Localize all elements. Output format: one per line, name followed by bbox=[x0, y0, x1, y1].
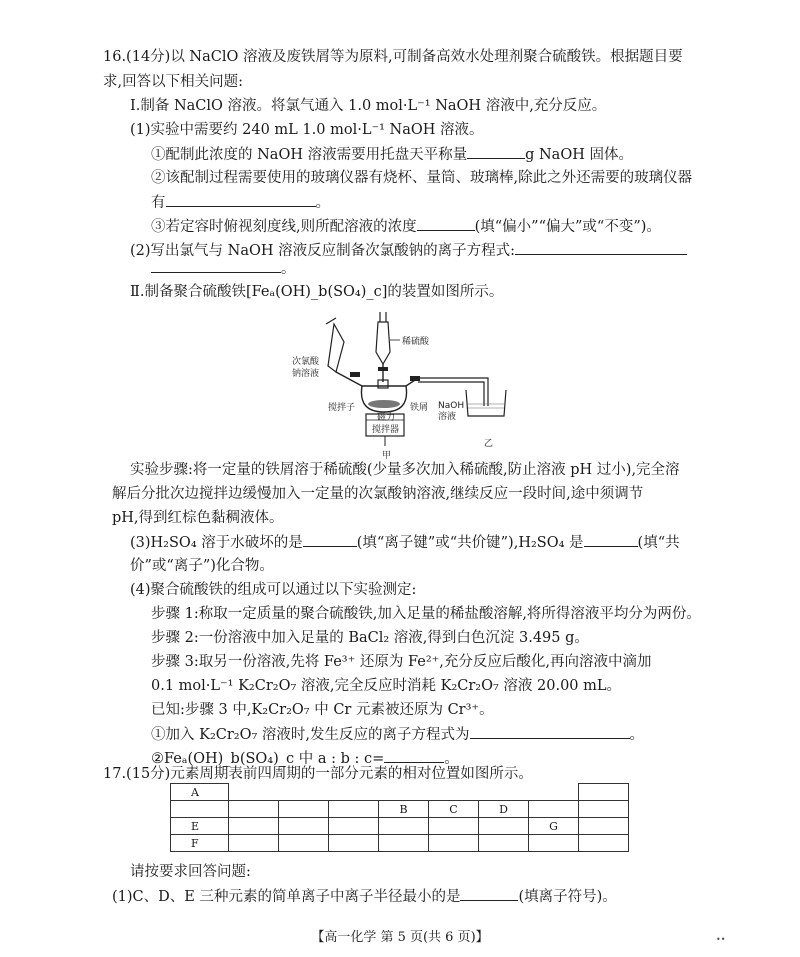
answer-blank-bond[interactable] bbox=[303, 532, 357, 547]
q16-header: 16.(14分)以 NaClO 溶液及废铁屑等为原料,可制备高效水处理剂聚合硫酸铁。根据题目要 bbox=[103, 49, 683, 65]
answer-blank-compound[interactable] bbox=[584, 532, 638, 547]
q16-part1-title: Ⅰ.制备 NaClO 溶液。将氯气通入 1.0 mol·L⁻¹ NaOH 溶液中,充分反应。 bbox=[130, 98, 607, 114]
q16-step2: 步骤 2:一份溶液中加入足量的 BaCl₂ 溶液,得到白色沉淀 3.495 g。 bbox=[151, 630, 589, 646]
cell-F: F bbox=[171, 835, 229, 852]
q16-steps-line3: pH,得到红棕色黏稠液体。 bbox=[112, 510, 284, 526]
answer-blank-equation-2[interactable] bbox=[151, 258, 281, 273]
q17-ask: 请按要求回答问题: bbox=[130, 864, 251, 880]
answer-blank-equation-1[interactable] bbox=[515, 240, 687, 255]
answer-blank-glassware[interactable] bbox=[166, 192, 316, 207]
q16-sub2-line2 bbox=[151, 258, 296, 279]
apparatus-diagram bbox=[288, 312, 518, 464]
naoh-beaker bbox=[466, 390, 506, 416]
q16-sub1c bbox=[151, 216, 661, 237]
magnetic-stirrer bbox=[366, 411, 404, 446]
q16-sub3-text-b: (填“离子键”或“共价键”),H₂SO₄ 是 bbox=[356, 535, 584, 551]
page-footer: 【高一化学 第 5 页(共 6 页)】 bbox=[311, 930, 489, 945]
q16-step3: 步骤 3:取另一份溶液,先将 Fe³⁺ 还原为 Fe²⁺,充分反应后酸化,再向溶液中滴加 bbox=[151, 654, 652, 670]
q16-sub4b-text: ②Feₐ(OH)_b(SO₄)_c 中 a : b : c= bbox=[151, 751, 385, 767]
answer-blank-ion[interactable] bbox=[460, 886, 518, 901]
cell-B: B bbox=[379, 801, 429, 818]
label-magnetic: 磁力 bbox=[377, 413, 396, 423]
q16-sub3-line2: 价”或“离子”)化合物。 bbox=[130, 558, 274, 574]
answer-blank-ratio[interactable] bbox=[384, 748, 444, 763]
label-naclo-1: 次氯酸 bbox=[292, 357, 320, 367]
label-iron-filings: 铁屑 bbox=[410, 403, 429, 413]
q16-sub4: (4)聚合硫酸铁的组成可以通过以下实验测定: bbox=[130, 582, 417, 598]
q16-sub1a-text: ①配制此浓度的 NaOH 溶液需要用托盘天平称量 bbox=[151, 147, 468, 163]
q16-sub3-text-a: (3)H₂SO₄ 溶于水破坏的是 bbox=[130, 535, 303, 551]
q16-sub1a bbox=[151, 144, 633, 165]
label-jia: 甲 bbox=[382, 451, 392, 461]
cell-E: E bbox=[171, 818, 229, 835]
corner-mark: •• bbox=[716, 935, 726, 944]
q16-step1: 步骤 1:称取一定质量的聚合硫酸铁,加入足量的稀盐酸溶解,将所得溶液平均分为两份。 bbox=[151, 606, 701, 622]
q17-sub1-hint: (填离子符号)。 bbox=[518, 889, 617, 905]
label-yi: 乙 bbox=[484, 439, 494, 449]
naclo-funnel bbox=[326, 318, 362, 386]
q16-sub4b-end: 。 bbox=[444, 751, 459, 767]
q16-sub2-text: (2)写出氯气与 NaOH 溶液反应制备次氯酸钠的离子方程式: bbox=[130, 243, 516, 259]
q16-sub4a-end: 。 bbox=[629, 727, 645, 743]
h2so4-funnel bbox=[376, 312, 400, 382]
q16-sub1b: ②该配制过程需要使用的玻璃仪器有烧杯、量筒、玻璃棒,除此之外还需要的玻璃仪器 bbox=[151, 170, 693, 186]
q16-sub1: (1)实验中需要约 240 mL 1.0 mol·L⁻¹ NaOH 溶液。 bbox=[130, 122, 484, 138]
answer-blank-mass[interactable] bbox=[467, 144, 525, 159]
q16-sub2-end: 。 bbox=[281, 261, 296, 277]
q16-sub1b2-text: 有 bbox=[151, 195, 166, 211]
label-naclo-2: 钠溶液 bbox=[292, 369, 320, 379]
q16-sub1c-text: ③若定容时俯视刻度线,则所配溶液的浓度 bbox=[151, 219, 417, 235]
label-naoh-2: 溶液 bbox=[438, 412, 457, 422]
q16-steps-line1: 实验步骤:将一定量的铁屑溶于稀硫酸(少量多次加入稀硫酸,防止溶液 pH 过小),完全溶 bbox=[130, 462, 680, 478]
q16-sub3 bbox=[130, 532, 680, 553]
cell-A: A bbox=[171, 784, 229, 801]
label-naoh-1: NaOH bbox=[438, 401, 465, 411]
q16-sub1a-unit: g NaOH 固体。 bbox=[525, 147, 633, 163]
q16-part2-title: Ⅱ.制备聚合硫酸铁[Feₐ(OH)_b(SO₄)_c]的装置如图所示。 bbox=[130, 284, 504, 300]
q16-step3-line2: 0.1 mol·L⁻¹ K₂Cr₂O₇ 溶液,完全反应时消耗 K₂Cr₂O₇ 溶液 20.00 mL。 bbox=[151, 678, 622, 694]
cell-empty bbox=[579, 784, 629, 801]
label-h2so4: 稀硫酸 bbox=[402, 337, 430, 347]
label-stirrer: 搅拌器 bbox=[372, 425, 400, 435]
q17-sub1 bbox=[112, 886, 617, 907]
q16-sub3-text-c: (填“共 bbox=[637, 535, 680, 551]
cell-D: D bbox=[479, 801, 529, 818]
q16-sub1b-line2 bbox=[151, 192, 330, 213]
q16-sub1c-hint: (填“偏小”“偏大”或“不变”)。 bbox=[474, 219, 661, 235]
q17-header: 17.(15分)元素周期表前四周期的一部分元素的相对位置如图所示。 bbox=[103, 766, 533, 782]
cell-C: C bbox=[429, 801, 479, 818]
answer-blank-concentration[interactable] bbox=[417, 216, 475, 231]
q16-sub1b2-end: 。 bbox=[315, 195, 330, 211]
q16-sub4a bbox=[151, 724, 644, 745]
q16-steps-line2: 解后分批次边搅拌边缓慢加入一定量的次氯酸钠溶液,继续反应一段时间,途中须调节 bbox=[112, 486, 644, 502]
cell-G: G bbox=[529, 818, 579, 835]
periodic-table-fragment bbox=[170, 783, 629, 852]
q17-sub1-text: (1)C、D、E 三种元素的简单离子中离子半径最小的是 bbox=[112, 889, 461, 905]
q16-sub4a-text: ①加入 K₂Cr₂O₇ 溶液时,发生反应的离子方程式为 bbox=[151, 727, 470, 743]
label-stir-bar: 搅拌子 bbox=[328, 403, 356, 413]
q16-known: 已知:步骤 3 中,K₂Cr₂O₇ 中 Cr 元素被还原为 Cr³⁺。 bbox=[151, 702, 494, 718]
answer-blank-redox-equation[interactable] bbox=[470, 724, 630, 739]
q16-header-line2: 求,回答以下相关问题: bbox=[103, 74, 243, 90]
